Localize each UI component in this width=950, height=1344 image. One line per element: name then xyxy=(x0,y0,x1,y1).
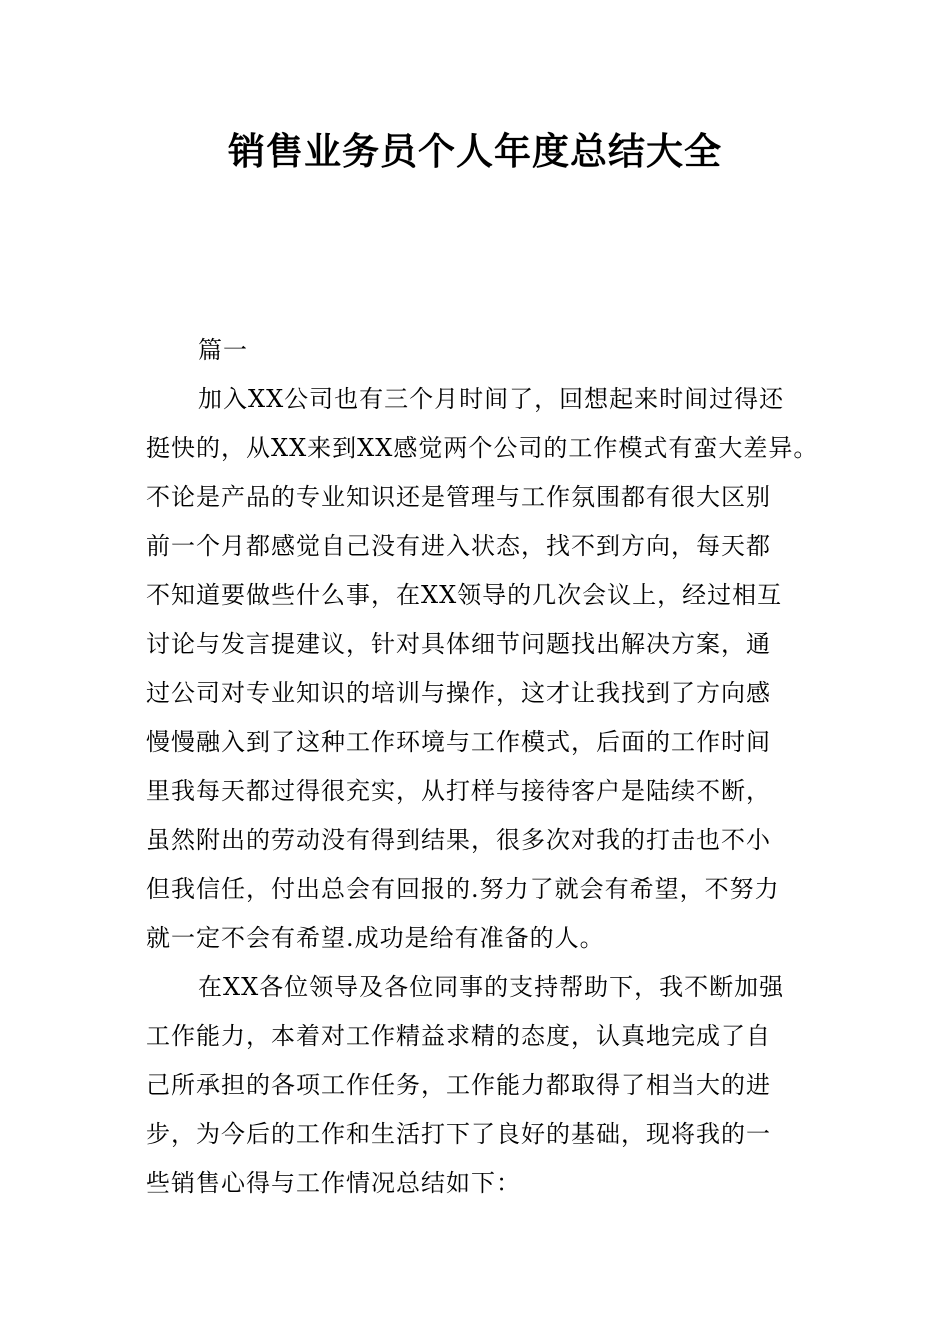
paragraph-line: 过公司对专业知识的培训与操作，这才让我找到了方向感 xyxy=(146,679,771,707)
section-label: 篇一 xyxy=(198,336,248,364)
paragraph-line: 加入XX公司也有三个月时间了，回想起来时间过得还 xyxy=(198,385,785,413)
paragraph-line: 己所承担的各项工作任务，工作能力都取得了相当大的进 xyxy=(146,1071,771,1099)
paragraph-2 xyxy=(146,963,846,1208)
paragraph-line: 就一定不会有希望.成功是给有准备的人。 xyxy=(146,924,605,952)
paragraph-line: 虽然附出的劳动没有得到结果，很多次对我的打击也不小 xyxy=(146,826,771,854)
paragraph-line: 在XX各位领导及各位同事的支持帮助下，我不断加强 xyxy=(198,973,785,1001)
paragraph-line: 挺快的，从XX来到XX感觉两个公司的工作模式有蛮大差异。 xyxy=(146,434,819,462)
document-body xyxy=(146,326,846,1208)
paragraph-line: 里我每天都过得很充实，从打样与接待客户是陆续不断， xyxy=(146,777,771,805)
paragraph-line: 不知道要做些什么事，在XX领导的几次会议上，经过相互 xyxy=(146,581,783,609)
paragraph-line: 些销售心得与工作情况总结如下： xyxy=(146,1169,521,1197)
paragraph-line: 前一个月都感觉自己没有进入状态，找不到方向，每天都 xyxy=(146,532,771,560)
paragraph-line: 但我信任，付出总会有回报的.努力了就会有希望，不努力 xyxy=(146,875,780,903)
paragraph-line: 讨论与发言提建议，针对具体细节问题找出解决方案，通 xyxy=(146,630,771,658)
document-title: 销售业务员个人年度总结大全 xyxy=(228,130,722,173)
paragraph-line: 步，为今后的工作和生活打下了良好的基础，现将我的一 xyxy=(146,1120,771,1148)
paragraph-line: 慢慢融入到了这种工作环境与工作模式，后面的工作时间 xyxy=(146,728,771,756)
paragraph-line: 不论是产品的专业知识还是管理与工作氛围都有很大区别 xyxy=(146,483,771,511)
section-label-paragraph xyxy=(146,326,846,375)
paragraph-1 xyxy=(146,375,846,963)
paragraph-line: 工作能力，本着对工作精益求精的态度，认真地完成了自 xyxy=(146,1022,771,1050)
